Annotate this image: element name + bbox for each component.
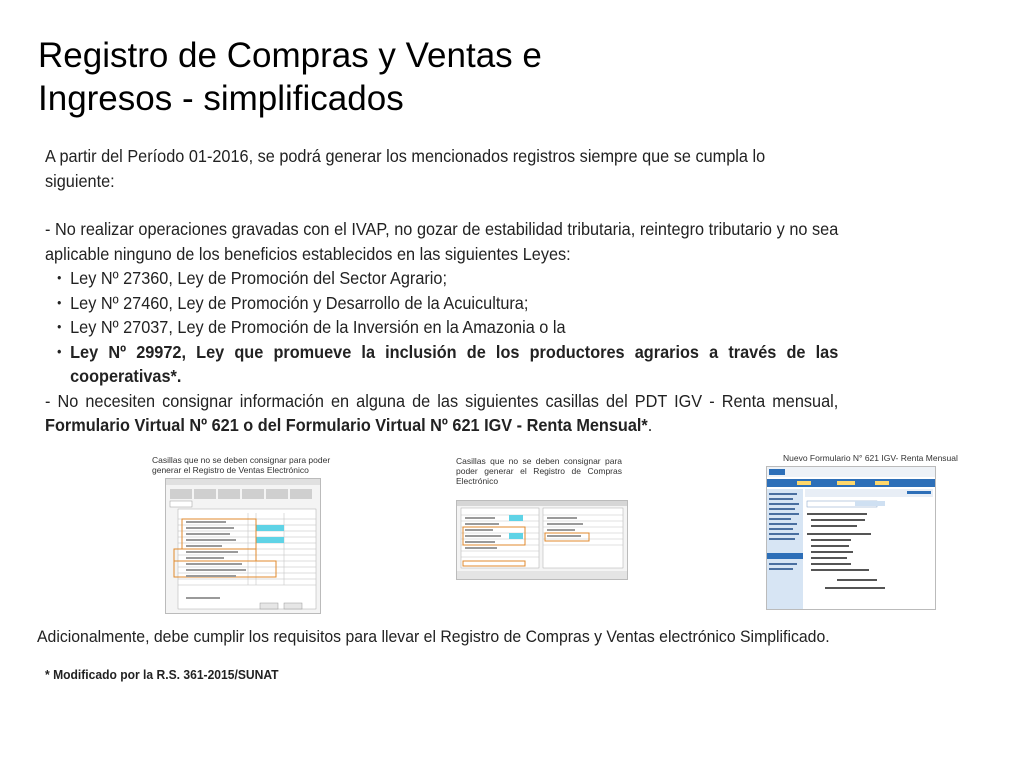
condition-2 bbox=[45, 389, 838, 438]
footnote: * Modificado por la R.S. 361-2015/SUNAT bbox=[45, 667, 279, 682]
caption-ventas: Casillas que no se deben consignar para poder generar el Registro de Ventas Electrónico bbox=[152, 455, 331, 475]
renta-form-image bbox=[767, 467, 935, 609]
caption-compras: Casillas que no se deben consignar para poder generar el Registro de Compras Electrónico bbox=[456, 456, 622, 486]
screenshot-ventas bbox=[165, 478, 321, 614]
condition-2-bold: Formulario Virtual Nº 621 o del Formulario Virtual Nº 621 IGV - Renta Mensual* bbox=[45, 415, 648, 435]
condition-2-text: - No necesiten consignar información en alguna de las siguientes casillas del PDT IGV - Renta mensual, bbox=[45, 390, 839, 411]
intro-paragraph: A partir del Período 01-2016, se podrá generar los mencionados registros siempre que se cumpla lo siguiente: bbox=[45, 146, 766, 191]
title-line-1: Registro de Compras y Ventas e bbox=[38, 36, 542, 75]
slide-title bbox=[38, 34, 738, 120]
law-item-bold: • Ley Nº 29972, Ley que promueve la inclusión de los productores agrarios a través de las cooperativas*. bbox=[57, 340, 838, 389]
caption-renta: Nuevo Formulario N° 621 IGV- Renta Mensual bbox=[783, 453, 958, 463]
law-item: • Ley Nº 27360, Ley de Promoción del Sector Agrario; bbox=[57, 266, 838, 291]
body-text bbox=[45, 144, 838, 438]
ventas-form-image bbox=[166, 479, 320, 613]
condition-2-end: . bbox=[647, 415, 653, 435]
compras-form-image bbox=[457, 501, 627, 579]
screenshot-renta bbox=[766, 466, 936, 610]
laws-list bbox=[45, 266, 838, 389]
law-item: • Ley Nº 27460, Ley de Promoción y Desarrollo de la Acuicultura; bbox=[57, 291, 838, 316]
law-item: • Ley Nº 27037, Ley de Promoción de la Inversión en la Amazonia o la bbox=[57, 315, 838, 340]
screenshot-compras bbox=[456, 500, 628, 580]
condition-1: - No realizar operaciones gravadas con el IVAP, no gozar de estabilidad tributaria, reintegro tributario y no sea aplicable ninguno de los beneficios establecidos en las siguientes Leyes: bbox=[45, 219, 839, 264]
additional-requirements: Adicionalmente, debe cumplir los requisitos para llevar el Registro de Compras y Ventas electrónico Simplificado. bbox=[37, 627, 830, 646]
title-line-2: Ingresos - simplificados bbox=[38, 79, 404, 118]
